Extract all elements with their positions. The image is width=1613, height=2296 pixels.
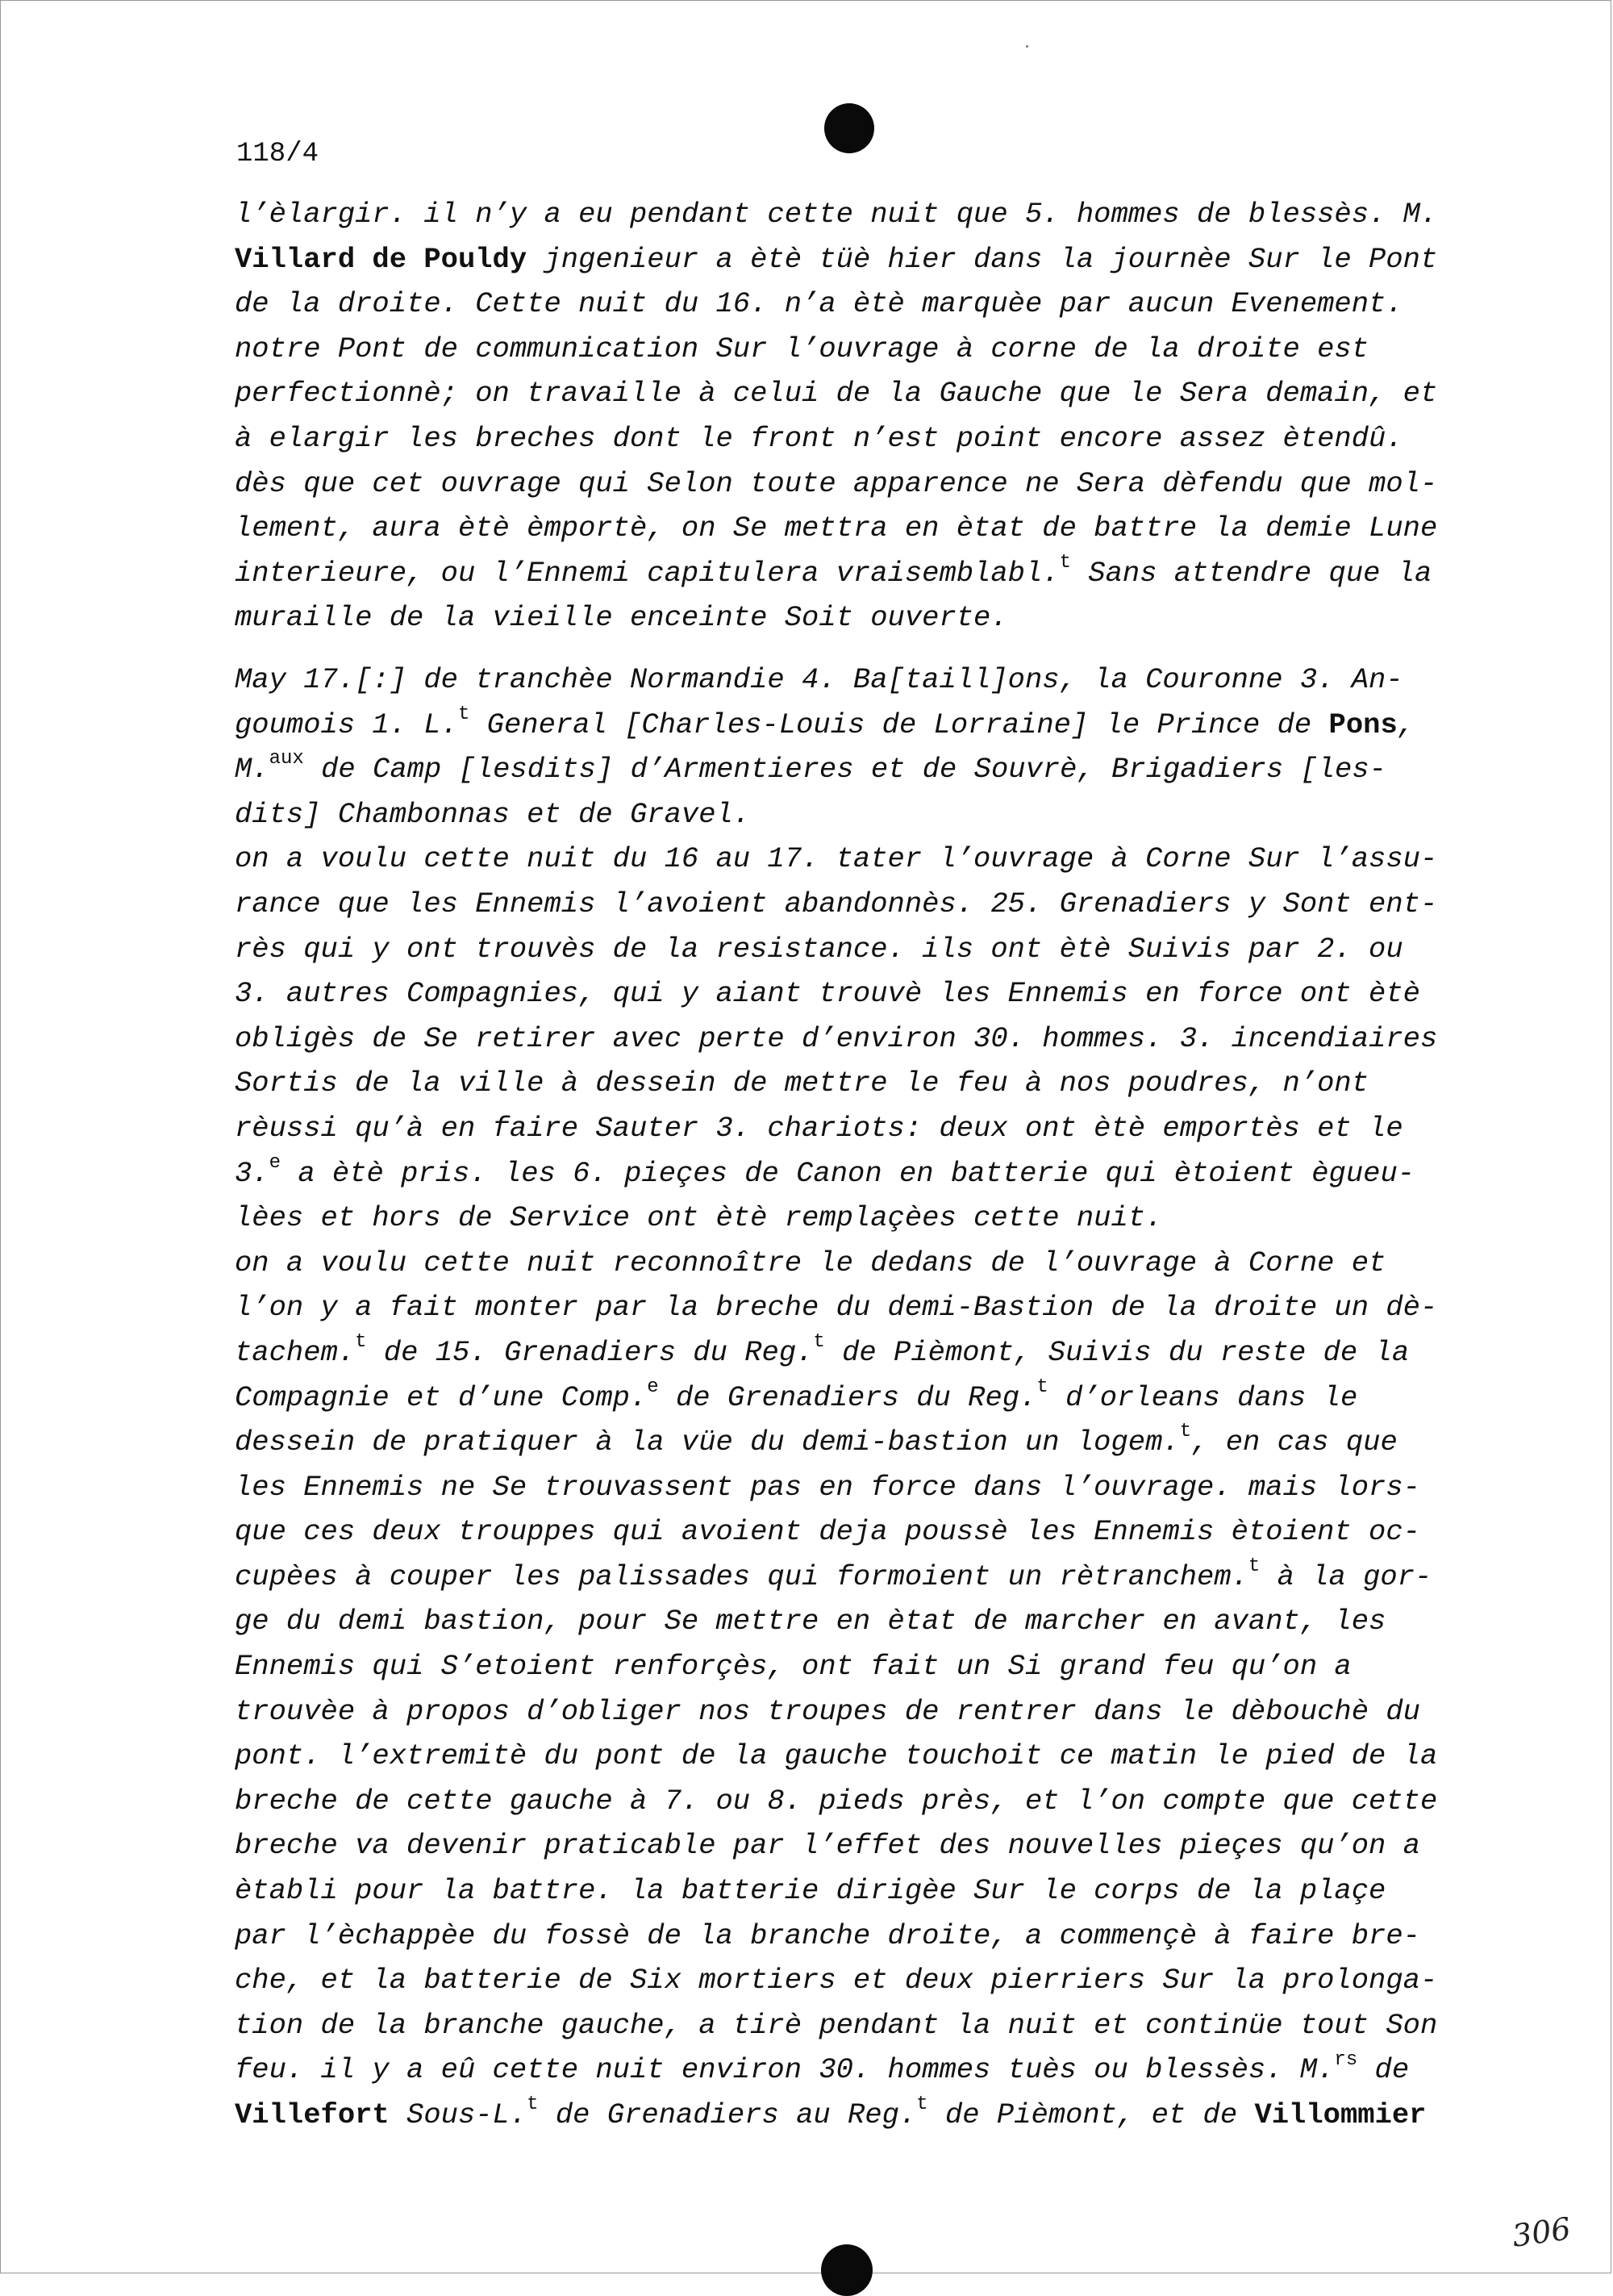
text-line: Compagnie et d’une Comp.$^e$ de Grenadiers du Reg.$^t$ d’orleans dans le bbox=[235, 1376, 1358, 1414]
punch-hole-top bbox=[824, 103, 874, 153]
text-line: interieure, ou l’Ennemi capitulera vraisemblabl.$^t$ Sans attendre que la bbox=[235, 551, 1432, 590]
text-line: lèes et hors de Service ont ètè remplaçèes cette nuit. bbox=[235, 1201, 1163, 1235]
text-line: Villefort Sous-L.$^t$ de Grenadiers au Reg.$^t$ de Pièmont, et de Villommier bbox=[235, 2094, 1427, 2131]
text-line: par l’èchappèe du fossè de la branche droite, a commençè à faire bre- bbox=[235, 1918, 1420, 1952]
text-line: tachem.$^t$ de 15. Grenadiers du Reg.$^t$ de Pièmont, Suivis du reste de la bbox=[235, 1331, 1410, 1369]
text-line: cupèes à couper les palissades qui formoient un rètranchem.$^t$ à la gor- bbox=[235, 1555, 1432, 1593]
text-line: muraille de la vieille enceinte Soit ouverte. bbox=[235, 601, 1008, 635]
text-line: May 17.[:] de tranchèe Normandie 4. Ba[taill]ons, la Couronne 3. An- bbox=[235, 663, 1403, 696]
page-number: 118/4 bbox=[236, 139, 319, 169]
text-line: l’on y a fait monter par la breche du demi-Bastion de la droite un dè- bbox=[235, 1291, 1438, 1325]
text-line: rance que les Ennemis l’avoient abandonnès. 25. Grenadiers y Sont ent- bbox=[235, 887, 1438, 920]
text-line: dessein de pratiquer à la vüe du demi-bastion un logem.$^t$, en cas que bbox=[235, 1421, 1398, 1459]
text-line: feu. il y a eû cette nuit environ 30. hommes tuès ou blessès. M.$^{rs}$ de bbox=[235, 2048, 1410, 2087]
text-line: Sortis de la ville à dessein de mettre le feu à nos poudres, n’ont bbox=[235, 1067, 1369, 1100]
text-line: on a voulu cette nuit du 16 au 17. tater l’ouvrage à Corne Sur l’assu- bbox=[235, 842, 1438, 876]
text-line: breche de cette gauche à 7. ou 8. pieds près, et l’on compte que cette bbox=[235, 1784, 1438, 1818]
text-line: trouvèe à propos d’obliger nos troupes de rentrer dans le dèbouchè du bbox=[235, 1694, 1420, 1728]
text-line: à elargir les breches dont le front n’est point encore assez ètendû. bbox=[235, 421, 1403, 455]
text-line: breche va devenir praticable par l’effet des nouvelles pieçes qu’on a bbox=[235, 1829, 1420, 1863]
text-line: l’èlargir. il n’y a eu pendant cette nuit que 5. hommes de blessès. M. bbox=[235, 198, 1438, 231]
paragraph-may-17 bbox=[235, 657, 1485, 2138]
text-line: perfectionnè; on travaille à celui de la Gauche que le Sera demain, et bbox=[235, 377, 1438, 411]
text-line: M.$^{aux}$ de Camp [lesdits] d’Armentieres et de Souvrè, Brigadiers [les- bbox=[235, 748, 1386, 787]
text-line: de la droite. Cette nuit du 16. n’a ètè marquèe par aucun Evenement. bbox=[235, 287, 1403, 321]
text-line: on a voulu cette nuit reconnoître le dedans de l’ouvrage à Corne et bbox=[235, 1246, 1386, 1279]
paragraph-siege-report bbox=[235, 192, 1485, 641]
text-line: 3. autres Compagnies, qui y aiant trouvè les Ennemis en force ont ètè bbox=[235, 977, 1420, 1011]
text-line: les Ennemis ne Se trouvassent pas en force dans l’ouvrage. mais lors- bbox=[235, 1470, 1420, 1504]
folio-mark: 306 bbox=[1510, 2210, 1573, 2254]
text-line: Villard de Pouldy jngenieur a ètè tüè hier dans la journèe Sur le Pont bbox=[235, 242, 1438, 276]
text-line: rèussi qu’à en faire Sauter 3. chariots: deux ont ètè emportès et le bbox=[235, 1111, 1403, 1145]
text-line: 3.$^e$ a ètè pris. les 6. pieçes de Canon en batterie qui ètoient ègueu- bbox=[235, 1151, 1415, 1190]
text-line: rès qui y ont trouvès de la resistance. ils ont ètè Suivis par 2. ou bbox=[235, 932, 1403, 966]
text-line: tion de la branche gauche, a tirè pendant la nuit et continüe tout Son bbox=[235, 2008, 1438, 2042]
text-line: notre Pont de communication Sur l’ouvrage à corne de la droite est bbox=[235, 332, 1369, 365]
scan-speck bbox=[1026, 45, 1028, 48]
text-line: pont. l’extremitè du pont de la gauche touchoit ce matin le pied de la bbox=[235, 1739, 1438, 1773]
punch-hole-bottom bbox=[821, 2244, 873, 2296]
text-line: que ces deux trouppes qui avoient deja poussè les Ennemis ètoient oc- bbox=[235, 1515, 1420, 1549]
text-line: dès que cet ouvrage qui Selon toute apparence ne Sera dèfendu que mol- bbox=[235, 466, 1438, 500]
text-line: ge du demi bastion, pour Se mettre en ètat de marcher en avant, les bbox=[235, 1605, 1386, 1639]
text-line: dits] Chambonnas et de Gravel. bbox=[235, 797, 751, 831]
text-line: che, et la batterie de Six mortiers et deux pierriers Sur la prolonga- bbox=[235, 1964, 1438, 1998]
text-line: goumois 1. L.$^t$ General [Charles-Louis de Lorraine] le Prince de Pons, bbox=[235, 703, 1415, 741]
text-line: obligès de Se retirer avec perte d’environ 30. hommes. 3. incendiaires bbox=[235, 1021, 1438, 1055]
text-line: lement, aura ètè èmportè, on Se mettra en ètat de battre la demie Lune bbox=[235, 511, 1438, 545]
text-line: ètabli pour la battre. la batterie dirigèe Sur le corps de la plaçe bbox=[235, 1874, 1386, 1908]
text-line: Ennemis qui S’etoient renforçès, ont fait un Si grand feu qu’on a bbox=[235, 1650, 1352, 1684]
